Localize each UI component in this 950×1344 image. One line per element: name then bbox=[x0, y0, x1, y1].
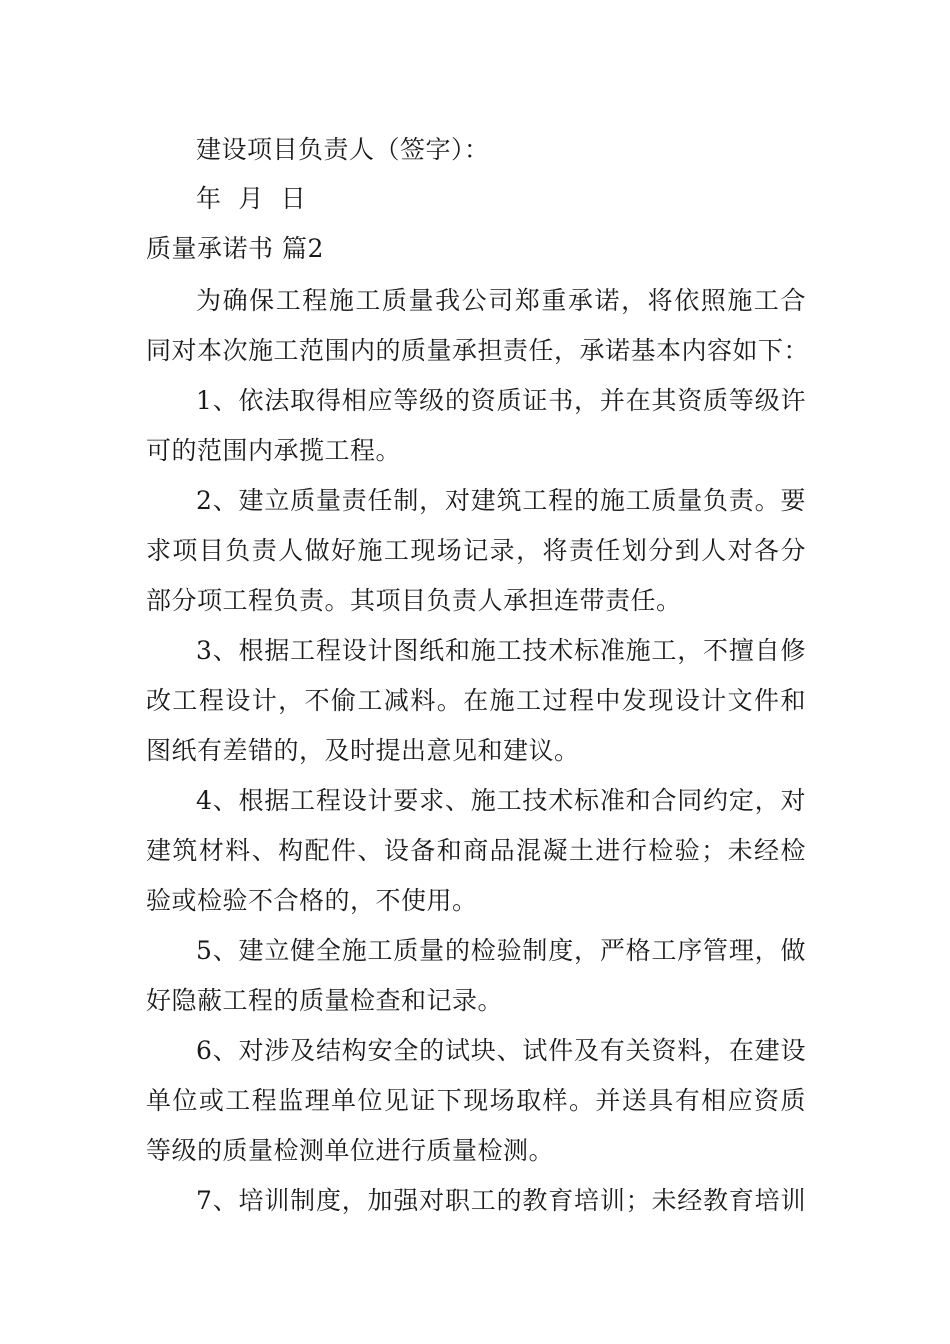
item-5-line-1: 5、建立健全施工质量的检验制度，严格工序管理，做 bbox=[196, 936, 806, 965]
item-4-line-1: 4、根据工程设计要求、施工技术标准和合同约定，对 bbox=[196, 786, 806, 815]
item-1-line-2: 可的范围内承揽工程。 bbox=[146, 436, 402, 465]
item-6-line-3: 等级的质量检测单位进行质量检测。 bbox=[146, 1136, 555, 1165]
item-2-line-3: 部分项工程负责。其项目负责人承担连带责任。 bbox=[146, 586, 682, 615]
item-4-line-3: 验或检验不合格的，不使用。 bbox=[146, 886, 478, 915]
item-5-line-2: 好隐蔽工程的质量检查和记录。 bbox=[146, 986, 504, 1015]
intro-line-2: 同对本次施工范围内的质量承担责任，承诺基本内容如下： bbox=[146, 336, 810, 365]
intro-line-1: 为确保工程施工质量我公司郑重承诺，将依照施工合 bbox=[196, 286, 806, 315]
item-1-line-1: 1、依法取得相应等级的资质证书，并在其资质等级许 bbox=[196, 386, 806, 415]
item-6-line-1: 6、对涉及结构安全的试块、试件及有关资料，在建设 bbox=[196, 1036, 806, 1065]
item-2-line-2: 求项目负责人做好施工现场记录，将责任划分到人对各分 bbox=[146, 536, 806, 565]
item-3-line-2: 改工程设计，不偷工减料。在施工过程中发现设计文件和 bbox=[146, 686, 806, 715]
signature-label: 建设项目负责人（签字）： bbox=[196, 135, 490, 164]
section-title: 质量承诺书 篇2 bbox=[146, 234, 324, 263]
item-3-line-3: 图纸有差错的，及时提出意见和建议。 bbox=[146, 736, 580, 765]
item-2-line-1: 2、建立质量责任制，对建筑工程的施工质量负责。要 bbox=[196, 486, 806, 515]
item-3-line-1: 3、根据工程设计图纸和施工技术标准施工，不擅自修 bbox=[196, 636, 806, 665]
item-6-line-2: 单位或工程监理单位见证下现场取样。并送具有相应资质 bbox=[146, 1086, 806, 1115]
signature-date: 年 月 日 bbox=[196, 184, 307, 213]
item-4-line-2: 建筑材料、构配件、设备和商品混凝土进行检验；未经检 bbox=[146, 836, 806, 865]
item-7-line-1: 7、培训制度，加强对职工的教育培训；未经教育培训 bbox=[196, 1186, 806, 1215]
